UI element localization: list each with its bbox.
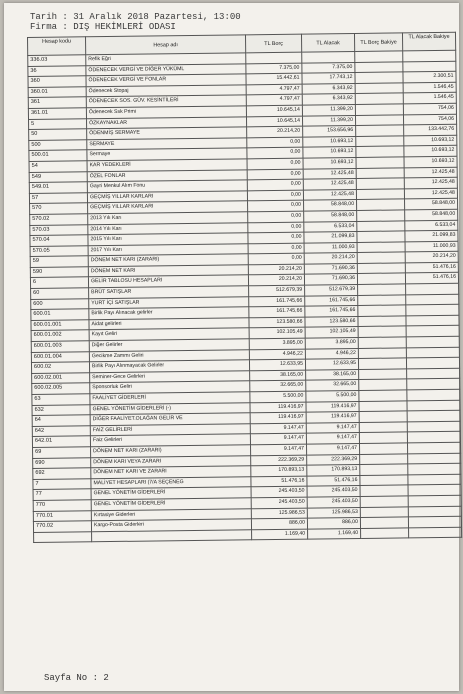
- cell-code: 64: [32, 415, 90, 426]
- cell-code: 600.01: [31, 309, 89, 320]
- cell-code: 54: [29, 161, 87, 172]
- cell-debit-balance: [357, 210, 405, 221]
- cell-debit-balance: [356, 125, 404, 136]
- cell-code: 570.04: [30, 235, 88, 246]
- cell-debit: 0,00: [248, 243, 304, 254]
- cell-name: 2015 Yılı Karı: [88, 233, 248, 246]
- date-label: Tarih: [30, 12, 58, 22]
- cell-debit: 0,00: [247, 179, 303, 190]
- cell-credit-balance: 11.000,93: [405, 241, 458, 252]
- col-header-debit: TL Borç: [245, 34, 301, 53]
- cell-debit: 123.580,66: [249, 317, 305, 328]
- report-header: Tarih : 31 Aralık 2018 Pazartesi, 13:00 Firma : DIŞ HEKİMLERİ ODASI: [30, 12, 241, 32]
- cell-debit-balance: [357, 231, 405, 242]
- cell-debit-balance: [356, 157, 404, 168]
- cell-name: FAİZ GELİRLERİ: [90, 424, 250, 437]
- cell-code: 770.01: [33, 510, 91, 521]
- cell-code: 361: [28, 97, 86, 108]
- cell-debit-balance: [359, 411, 407, 422]
- cell-credit-balance: [409, 527, 462, 538]
- cell-debit: 0,00: [248, 222, 304, 233]
- cell-code: 600.02.005: [32, 383, 90, 394]
- table-body: [28, 50, 462, 543]
- cell-credit: 9.147,47: [306, 433, 359, 444]
- col-header-debit-balance: TL Borç Bakiye: [354, 33, 402, 52]
- cell-code: 570.03: [30, 224, 88, 235]
- cell-name: DÖNEM NET KARI VE ZARARI: [91, 466, 251, 479]
- cell-credit-balance: [407, 389, 460, 400]
- cell-name: 2013 Yılı Karı: [88, 212, 248, 225]
- cell-credit-balance: 133.442,76: [404, 124, 457, 135]
- cell-name: Kayıt Geliri: [89, 328, 249, 341]
- cell-code: 600.02.001: [32, 373, 90, 384]
- cell-credit: 512.679,39: [305, 285, 358, 296]
- cell-debit: 119.416,97: [250, 412, 306, 423]
- cell-code: 360.01: [28, 87, 86, 98]
- cell-debit: 161.745,66: [249, 296, 305, 307]
- cell-credit-balance: 10.693,12: [404, 135, 457, 146]
- firm-label: Firma: [30, 22, 58, 32]
- cell-name: ÖZEL FONLAR: [87, 169, 247, 182]
- cell-credit: 161.745,66: [305, 306, 358, 317]
- cell-debit-balance: [360, 517, 408, 528]
- cell-debit: 32.665,00: [250, 381, 306, 392]
- cell-debit-balance: [357, 263, 405, 274]
- cell-credit-balance: 20.214,20: [405, 252, 458, 263]
- cell-name: Kargo-Posta Giderleri: [91, 519, 251, 532]
- cell-name: SERMAYE: [87, 138, 247, 151]
- cell-code: 549: [29, 171, 87, 182]
- cell-debit: 20.214,20: [247, 126, 303, 137]
- cell-credit: 12.425,48: [303, 189, 356, 200]
- cell-name: Gecikme Zammı Geliri: [89, 349, 249, 362]
- cell-name: GEÇMİŞ YILLAR KARLARI: [88, 201, 248, 214]
- cell-debit: 0,00: [247, 190, 303, 201]
- cell-credit: 245.403,50: [307, 496, 360, 507]
- cell-credit: 125.986,53: [307, 507, 360, 518]
- cell-credit: 886,00: [307, 518, 360, 529]
- cell-debit-balance: [357, 242, 405, 253]
- page-label: Sayfa No: [44, 673, 88, 683]
- cell-debit: 245.403,50: [251, 486, 307, 497]
- cell-debit: 20.214,20: [248, 264, 304, 275]
- cell-debit: 0,00: [248, 232, 304, 243]
- cell-debit: 0,00: [248, 253, 304, 264]
- cell-debit-balance: [360, 485, 408, 496]
- cell-debit-balance: [358, 305, 406, 316]
- cell-name: ÖDENECEK VERGİ VE FONLAR: [86, 74, 246, 87]
- cell-credit-balance: [403, 50, 456, 61]
- cell-code: 570.05: [30, 245, 88, 256]
- cell-credit: 38.165,00: [306, 369, 359, 380]
- cell-debit-balance: [360, 496, 408, 507]
- cell-credit: 12.425,48: [303, 168, 356, 179]
- firm-value: DIŞ HEKİMLERİ ODASI: [73, 22, 176, 32]
- cell-name: DÖNEM NET KARI (ZARARI): [91, 445, 251, 458]
- cell-debit: 222.369,29: [251, 455, 307, 466]
- cell-credit-balance: [407, 368, 460, 379]
- cell-credit: 170.893,13: [307, 465, 360, 476]
- cell-code: 63: [32, 394, 90, 405]
- cell-debit: 0,00: [248, 211, 304, 222]
- cell-code: 600.01.002: [31, 330, 89, 341]
- cell-debit: 0,00: [247, 158, 303, 169]
- cell-name: Refik Eğri: [86, 53, 246, 66]
- cell-debit-balance: [355, 83, 403, 94]
- cell-credit: 71.690,36: [304, 263, 357, 274]
- page-footer: Sayfa No : 2: [44, 673, 109, 683]
- cell-credit-balance: [407, 400, 460, 411]
- cell-credit: 10.693,12: [303, 147, 356, 158]
- cell-name: Seminer-Gece Gelirleri: [90, 371, 250, 384]
- cell-debit-balance: [361, 528, 409, 539]
- cell-debit-balance: [356, 146, 404, 157]
- cell-debit: 5.500,00: [250, 391, 306, 402]
- cell-code: 770: [33, 500, 91, 511]
- cell-name: Sermaye: [87, 148, 247, 161]
- cell-name: GELİR TABLOSU HESAPLARI: [88, 275, 248, 288]
- cell-credit: 1.169,40: [308, 528, 361, 539]
- cell-debit: 119.416,97: [250, 402, 306, 413]
- cell-debit: 102.105,49: [249, 328, 305, 339]
- cell-name: Birlik Payı Alınmayacak Gelirler: [89, 360, 249, 373]
- cell-debit-balance: [357, 199, 405, 210]
- cell-credit-balance: [408, 506, 461, 517]
- cell-code: 500: [29, 140, 87, 151]
- cell-name: YURT İÇİ SATIŞLAR: [89, 296, 249, 309]
- cell-name: ÖDENECEK SOS. GÜV. KESİNTİLERİ: [86, 95, 246, 108]
- cell-debit: 10.645,14: [246, 116, 302, 127]
- col-header-code: Hesap kodu: [28, 37, 86, 56]
- cell-debit-balance: [360, 464, 408, 475]
- cell-name: Faiz Gelirleri: [90, 434, 250, 447]
- cell-debit: 0,00: [247, 147, 303, 158]
- cell-debit-balance: [359, 390, 407, 401]
- cell-credit: 17.743,12: [302, 73, 355, 84]
- cell-name: GENEL YÖNETİM GİDERLERİ: [91, 498, 251, 511]
- cell-code: 336.03: [28, 55, 86, 66]
- cell-code: 632: [32, 404, 90, 415]
- cell-code: 360: [28, 76, 86, 87]
- cell-code: 590: [30, 267, 88, 278]
- col-header-credit-balance: TL Alacak Bakiye: [402, 32, 455, 51]
- cell-debit: 125.986,53: [251, 508, 307, 519]
- cell-name: ÖZKAYNAKLAR: [86, 116, 246, 129]
- cell-code: 770.02: [33, 521, 91, 532]
- cell-code: 500.01: [29, 150, 87, 161]
- cell-credit: 9.147,47: [306, 443, 359, 454]
- cell-debit-balance: [359, 379, 407, 390]
- cell-credit-balance: [406, 315, 459, 326]
- cell-credit: 11.000,93: [304, 242, 357, 253]
- cell-name: Sponsorluk Geliri: [90, 381, 250, 394]
- cell-credit: 123.580,66: [305, 316, 358, 327]
- cell-debit-balance: [358, 316, 406, 327]
- cell-code: 59: [30, 256, 88, 267]
- cell-credit: 32.665,00: [306, 380, 359, 391]
- cell-credit-balance: [407, 432, 460, 443]
- cell-credit-balance: [406, 336, 459, 347]
- cell-credit-balance: 51.476,16: [405, 273, 458, 284]
- cell-credit-balance: 12.425,48: [404, 177, 457, 188]
- cell-credit-balance: 1.546,45: [403, 93, 456, 104]
- cell-debit: 4.946,22: [249, 349, 305, 360]
- printed-page: [4, 3, 459, 691]
- date-value: 31 Aralık 2018 Pazartesi, 13:00: [73, 12, 241, 22]
- cell-name: ÖDENMİŞ SERMAYE: [87, 127, 247, 140]
- cell-credit: 119.416,97: [306, 412, 359, 423]
- cell-debit: 3.895,00: [249, 338, 305, 349]
- cell-debit: 10.645,14: [246, 105, 302, 116]
- cell-credit-balance: [406, 283, 459, 294]
- cell-code: 60: [31, 288, 89, 299]
- cell-credit: 102.105,49: [305, 327, 358, 338]
- cell-credit-balance: 12.425,48: [404, 167, 457, 178]
- cell-credit-balance: 754,06: [403, 103, 456, 114]
- cell-credit: 58.848,00: [304, 210, 357, 221]
- cell-debit: 245.403,50: [251, 497, 307, 508]
- cell-code: 600.01.003: [31, 341, 89, 352]
- cell-code: 77: [33, 489, 91, 500]
- cell-code: 6: [30, 277, 88, 288]
- cell-credit-balance: [406, 326, 459, 337]
- cell-credit: 51.476,16: [307, 475, 360, 486]
- cell-debit-balance: [355, 62, 403, 73]
- cell-credit: [302, 51, 355, 62]
- cell-name: DÖNEM KARI VEYA ZARARI: [91, 455, 251, 468]
- col-header-credit: TL Alacak: [301, 33, 354, 52]
- cell-name: GEÇMİŞ YILLAR KARLARI: [87, 191, 247, 204]
- cell-credit-balance: 58.848,00: [405, 199, 458, 210]
- cell-code: 600.02: [31, 362, 89, 373]
- cell-credit: 119.416,97: [306, 401, 359, 412]
- cell-credit: 153.656,96: [303, 126, 356, 137]
- cell-credit: 6.533,04: [304, 221, 357, 232]
- cell-credit: 58.848,00: [304, 200, 357, 211]
- cell-credit-balance: [407, 421, 460, 432]
- cell-code: 36: [28, 65, 86, 76]
- cell-debit: 51.476,16: [251, 476, 307, 487]
- cell-debit-balance: [355, 72, 403, 83]
- cell-debit-balance: [360, 453, 408, 464]
- cell-credit-balance: [406, 357, 459, 368]
- cell-credit: 6.343,92: [302, 83, 355, 94]
- cell-credit: 245.403,50: [307, 486, 360, 497]
- cell-debit: 161.745,66: [249, 306, 305, 317]
- cell-credit-balance: [406, 347, 459, 358]
- cell-credit: 4.946,22: [305, 348, 358, 359]
- cell-name: Aidat gelirleri: [89, 318, 249, 331]
- cell-credit-balance: 12.425,48: [404, 188, 457, 199]
- cell-credit: 222.369,29: [307, 454, 360, 465]
- cell-credit-balance: 2.300,51: [403, 71, 456, 82]
- cell-name: BRÜT SATIŞLAR: [89, 286, 249, 299]
- cell-debit-balance: [355, 51, 403, 62]
- cell-debit: 4.797,47: [246, 84, 302, 95]
- cell-name: FAALİYET GİDERLERİ: [90, 392, 250, 405]
- cell-debit: 512.679,39: [249, 285, 305, 296]
- cell-debit-balance: [358, 337, 406, 348]
- cell-credit: 11.399,20: [302, 104, 355, 115]
- cell-debit-balance: [356, 178, 404, 189]
- cell-credit-balance: [406, 304, 459, 315]
- cell-name: Birlik Payı Alınacak gelirler: [89, 307, 249, 320]
- cell-credit-balance: 10.693,12: [404, 156, 457, 167]
- cell-debit: 0,00: [247, 169, 303, 180]
- cell-credit-balance: 51.476,16: [405, 262, 458, 273]
- cell-credit-balance: [408, 516, 461, 527]
- cell-debit-balance: [360, 475, 408, 486]
- cell-name: Diğer Gelirler: [89, 339, 249, 352]
- cell-code: 690: [33, 457, 91, 468]
- cell-debit-balance: [357, 220, 405, 231]
- cell-credit-balance: 21.099,83: [405, 230, 458, 241]
- cell-code: 570.02: [30, 214, 88, 225]
- cell-debit-balance: [359, 432, 407, 443]
- cell-code: 642.01: [32, 436, 90, 447]
- cell-credit: 6.343,92: [302, 94, 355, 105]
- cell-name: ÖDENECEK VERGİ VE DİĞER YÜKÜML: [86, 63, 246, 76]
- cell-credit-balance: [403, 61, 456, 72]
- trial-balance-table: [27, 32, 462, 544]
- cell-credit-balance: 6.533,04: [405, 220, 458, 231]
- cell-name: DÖNEM NET KARI: [88, 265, 248, 278]
- cell-credit-balance: [407, 379, 460, 390]
- cell-credit-balance: [408, 495, 461, 506]
- cell-name: GENEL YÖNETİM GİDERLERİ (-): [90, 402, 250, 415]
- cell-credit: 161.745,66: [305, 295, 358, 306]
- cell-code: 600.01.004: [31, 351, 89, 362]
- cell-debit-balance: [360, 506, 408, 517]
- cell-name: Gayri Menkul Alım Fonu: [87, 180, 247, 193]
- cell-credit: 20.214,20: [304, 253, 357, 264]
- cell-credit: 10.693,12: [303, 136, 356, 147]
- cell-debit-balance: [357, 252, 405, 263]
- cell-credit: 3.895,00: [305, 338, 358, 349]
- cell-debit-balance: [356, 189, 404, 200]
- cell-debit: 38.165,00: [250, 370, 306, 381]
- cell-credit: 12.425,48: [303, 179, 356, 190]
- cell-code: 7: [33, 479, 91, 490]
- cell-debit-balance: [359, 400, 407, 411]
- cell-code: 642: [32, 426, 90, 437]
- cell-name: Ödenecek Ssk Primi: [86, 106, 246, 119]
- cell-code: 549.01: [29, 182, 87, 193]
- cell-name: KAR YEDEKLERİ: [87, 159, 247, 172]
- cell-name: GENEL YÖNETİM GİDERLERİ: [91, 487, 251, 500]
- cell-code: 57: [29, 192, 87, 203]
- cell-debit: 0,00: [247, 137, 303, 148]
- cell-credit-balance: 58.848,00: [405, 209, 458, 220]
- cell-debit-balance: [359, 422, 407, 433]
- cell-credit-balance: 1.546,45: [403, 82, 456, 93]
- cell-debit-balance: [355, 104, 403, 115]
- cell-name: [92, 530, 252, 543]
- cell-code: 50: [29, 129, 87, 140]
- cell-debit-balance: [359, 443, 407, 454]
- cell-code: [34, 531, 92, 542]
- cell-debit-balance: [355, 114, 403, 125]
- cell-name: MALİYET HESAPLARI (7/A SEÇENEG: [91, 477, 251, 490]
- cell-name: DÖNEM NET KARI (ZARARI): [88, 254, 248, 267]
- cell-credit-balance: [408, 453, 461, 464]
- cell-debit: 12.633,95: [249, 359, 305, 370]
- cell-debit: 170.893,13: [251, 465, 307, 476]
- cell-code: 361.01: [28, 108, 86, 119]
- cell-credit-balance: [408, 485, 461, 496]
- cell-credit: 11.399,20: [302, 115, 355, 126]
- cell-debit-balance: [359, 369, 407, 380]
- cell-name: DİĞER FAALİYET.OLAĞAN GELİR VE: [90, 413, 250, 426]
- cell-debit: 886,00: [251, 518, 307, 529]
- cell-debit: 9.147,47: [250, 423, 306, 434]
- cell-code: 570: [30, 203, 88, 214]
- cell-debit-balance: [356, 167, 404, 178]
- cell-debit-balance: [358, 358, 406, 369]
- cell-credit: 12.633,95: [305, 359, 358, 370]
- cell-code: 600.01.001: [31, 320, 89, 331]
- cell-debit-balance: [358, 348, 406, 359]
- cell-debit-balance: [356, 136, 404, 147]
- cell-name: Ödenecek Stopaj: [86, 85, 246, 98]
- cell-credit-balance: 10.693,12: [404, 146, 457, 157]
- cell-debit-balance: [358, 295, 406, 306]
- cell-code: 692: [33, 468, 91, 479]
- cell-code: 600: [31, 298, 89, 309]
- cell-credit-balance: [408, 474, 461, 485]
- cell-credit: 21.099,83: [304, 232, 357, 243]
- cell-debit: 1.169,40: [252, 529, 308, 540]
- cell-credit-balance: [407, 410, 460, 421]
- cell-code: 69: [33, 447, 91, 458]
- cell-debit: 7.375,00: [246, 63, 302, 74]
- cell-debit: 0,00: [248, 200, 304, 211]
- cell-credit-balance: [408, 463, 461, 474]
- cell-credit-balance: 754,06: [403, 114, 456, 125]
- cell-credit: 71.690,36: [304, 274, 357, 285]
- cell-credit-balance: [407, 442, 460, 453]
- cell-debit: [246, 52, 302, 63]
- cell-debit: 9.147,47: [250, 444, 306, 455]
- cell-debit-balance: [358, 284, 406, 295]
- col-header-name: Hesap adı: [86, 35, 246, 55]
- cell-name: 2014 Yılı Karı: [88, 222, 248, 235]
- cell-credit-balance: [406, 294, 459, 305]
- cell-name: 2017 Yılı Karı: [88, 244, 248, 257]
- cell-debit: 15.442,61: [246, 73, 302, 84]
- trial-balance-table-wrapper: [27, 32, 461, 544]
- cell-debit: 4.797,47: [246, 95, 302, 106]
- cell-debit-balance: [357, 273, 405, 284]
- page-number: 2: [103, 673, 109, 683]
- cell-debit: 20.214,20: [248, 275, 304, 286]
- cell-credit: 5.500,00: [306, 390, 359, 401]
- cell-debit-balance: [355, 93, 403, 104]
- cell-debit-balance: [358, 326, 406, 337]
- cell-name: Kırtasiye Giderleri: [91, 508, 251, 521]
- cell-debit: 9.147,47: [250, 433, 306, 444]
- cell-credit: 10.693,12: [303, 157, 356, 168]
- cell-credit: 9.147,47: [306, 422, 359, 433]
- cell-credit: 7.375,00: [302, 62, 355, 73]
- cell-code: 5: [29, 118, 87, 129]
